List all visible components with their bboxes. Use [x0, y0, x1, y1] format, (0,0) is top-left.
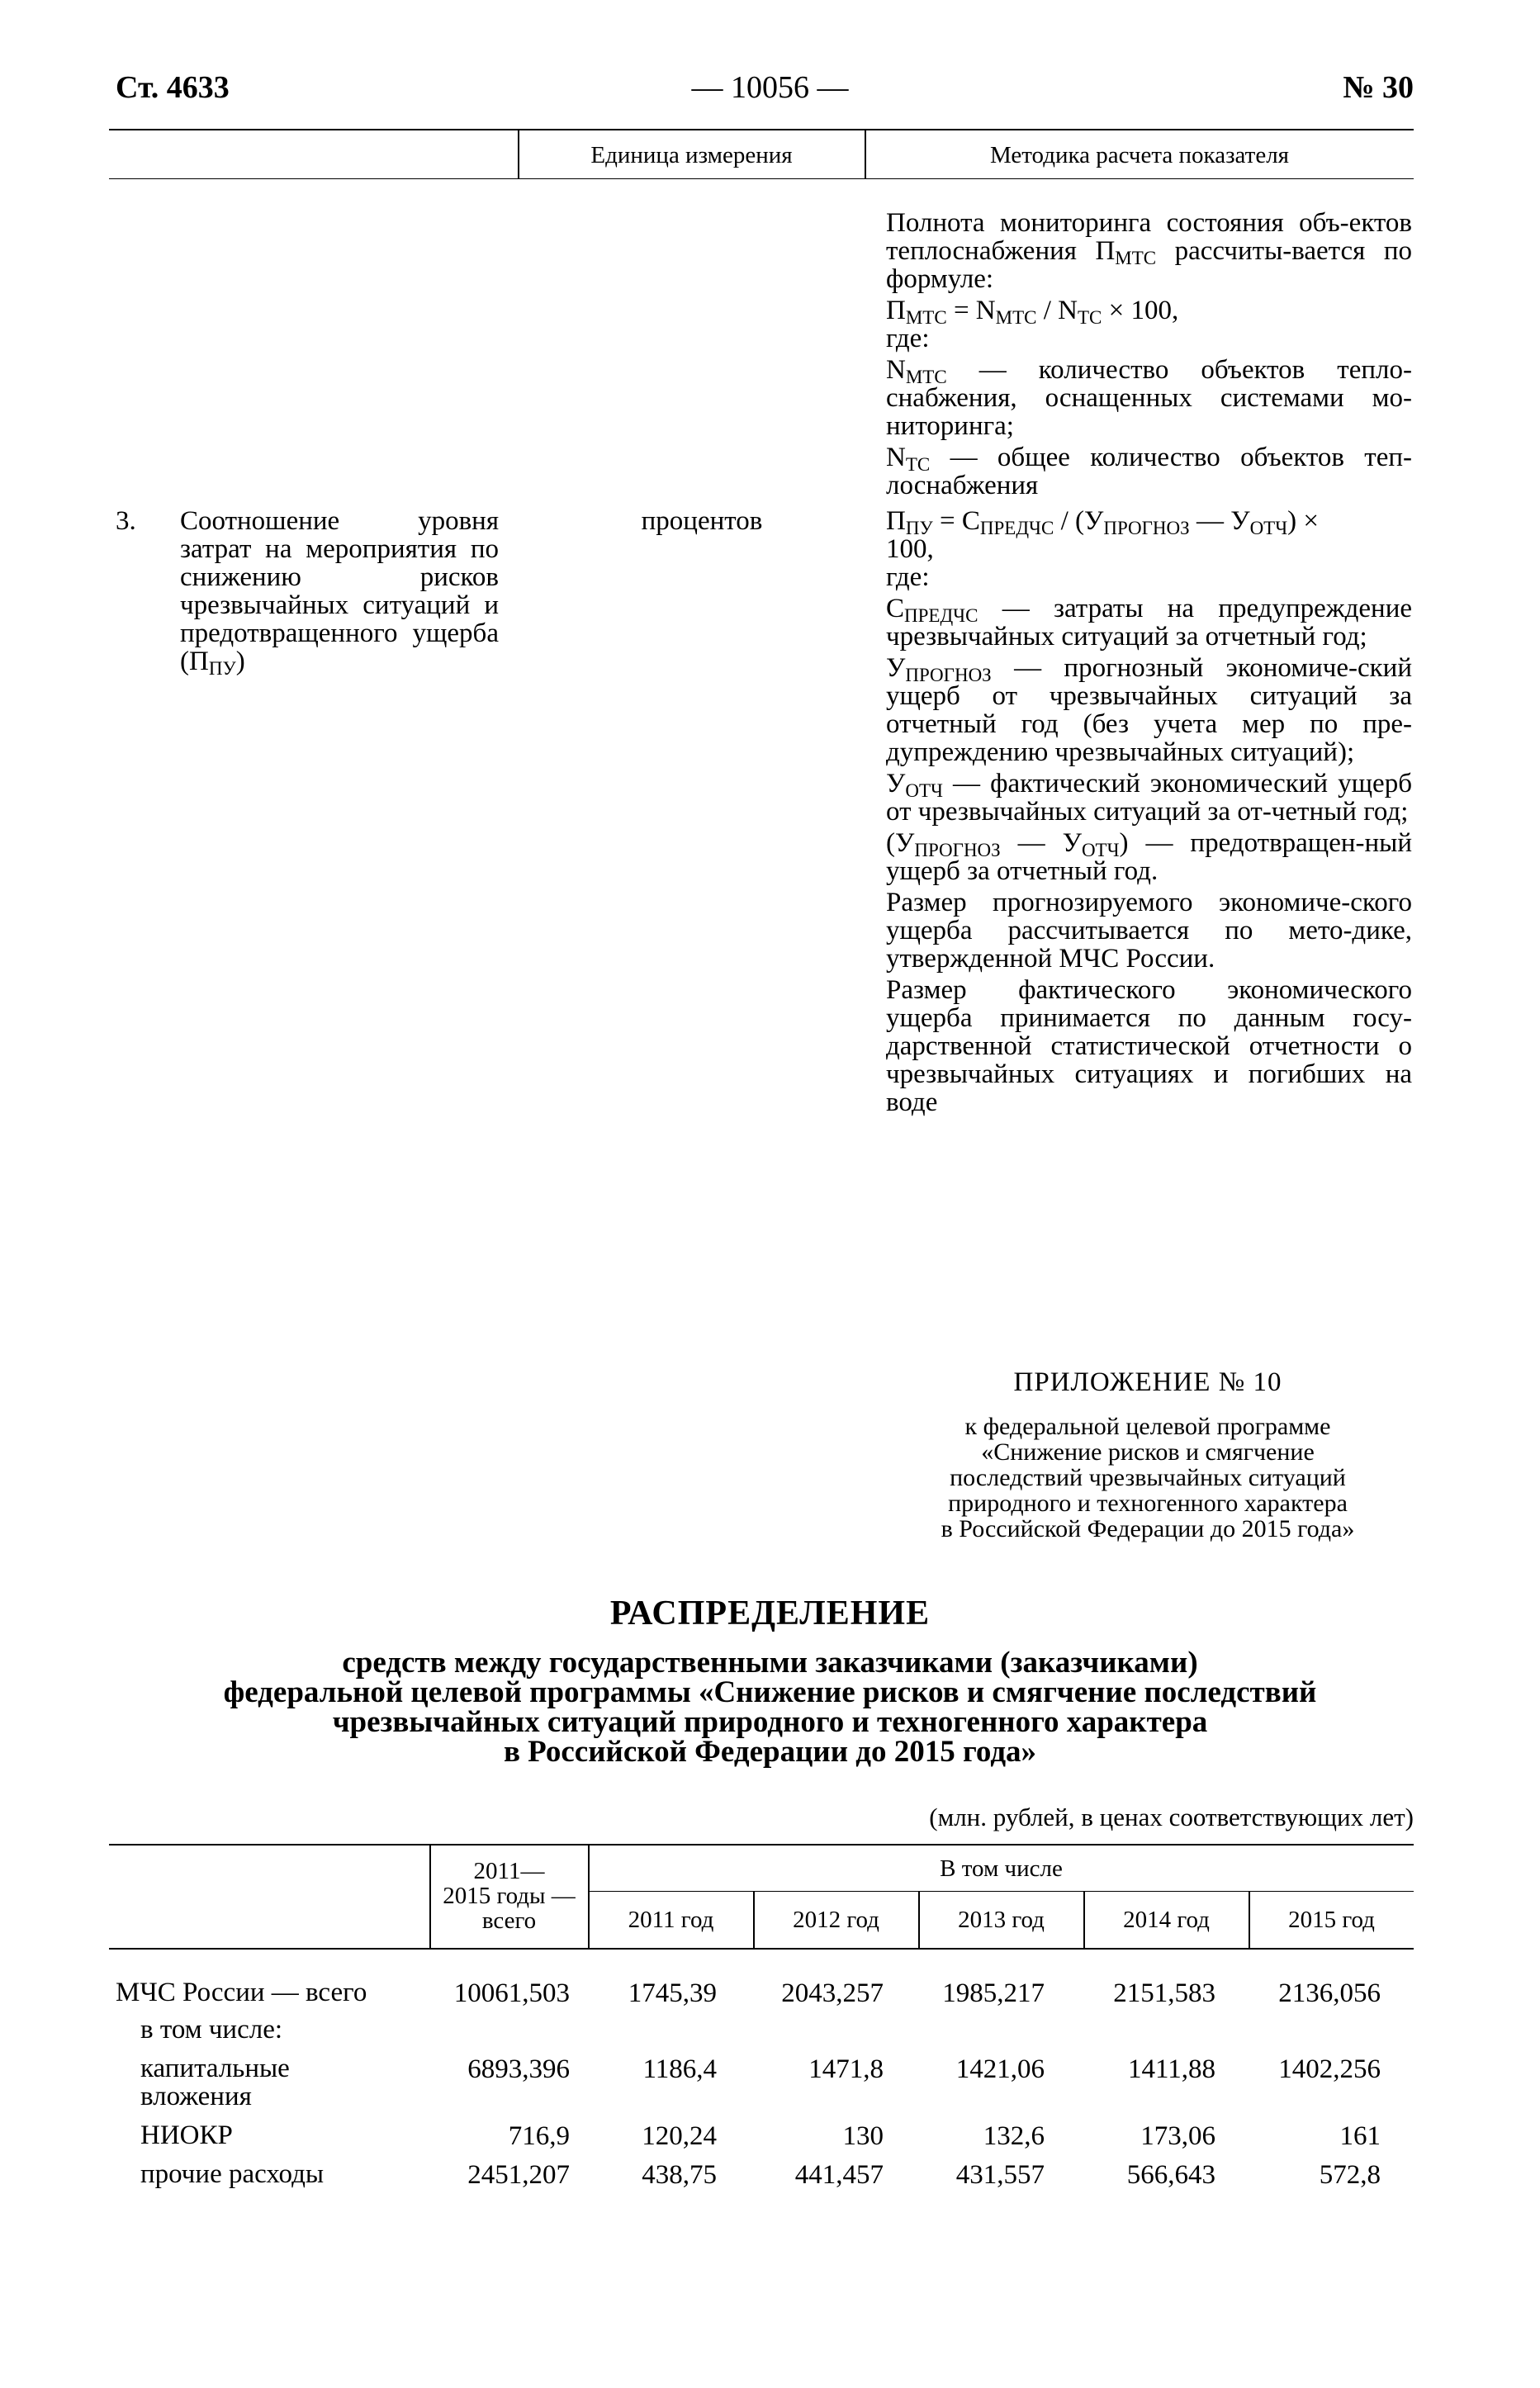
- table-cell: 2043,257: [781, 1978, 884, 2008]
- method-text: $У_{ПРОГНОЗ}$ — прогнозный экономиче-ский ущерб от чрезвычайных ситуаций за отчетный год (без учета мер по пре-дупреждению чрезвычайных ситуаций);: [886, 653, 1412, 767]
- row-label: капитальные вложения: [140, 2054, 290, 2111]
- row-label: МЧС России — всего: [116, 1978, 367, 2007]
- method-text: где:: [886, 562, 930, 592]
- table-cell: 438,75: [642, 2160, 717, 2190]
- method-text: Размер прогнозируемого экономиче-ского ущерба рассчитывается по мето-дике, утвержденной МЧС России.: [886, 888, 1412, 974]
- method-text: ($У_{ПРОГНОЗ}$ — $У_{ОТЧ}$) — предотвращен-ный ущерб за отчетный год.: [886, 828, 1412, 886]
- row-label: прочие расходы: [140, 2159, 325, 2189]
- method-text: $N_{МТС}$ — количество объектов тепло-снабжения, оснащенных системами мо-ниторинга;: [886, 355, 1412, 441]
- table-cell: 441,457: [794, 2160, 884, 2190]
- formula: $П_{ПУ} = С_{ПРЕДЧС} / (У_{ПРОГНОЗ}$ — $У_{ОТЧ}$) × 100,: [886, 506, 1320, 564]
- document-subtitle: [0, 1648, 1540, 1767]
- table-cell: 1985,217: [942, 1978, 1045, 2008]
- column-header-year: 2012 год: [793, 1907, 879, 1933]
- table-cell: 1402,256: [1278, 2054, 1381, 2084]
- table-cell: 2451,207: [467, 2160, 570, 2190]
- units-note: (млн. рублей, в ценах соответствующих лет): [929, 1803, 1414, 1831]
- method-text: Полнота мониторинга состояния объ-ектов теплоснабжения $П_{МТС}$ рассчиты-вается по формуле:: [886, 208, 1412, 294]
- column-header-year: 2015 год: [1288, 1907, 1375, 1933]
- indicator-name: Соотношение уровня затрат на мероприятия по снижению рисков чрезвычайных ситуаций и предотвращенного ущерба $(П_{ПУ})$: [180, 506, 499, 679]
- table-top-border: [109, 129, 1414, 130]
- column-header-total: 2011— 2015 годы — всего: [443, 1858, 576, 1934]
- method-text: Размер фактического экономического ущерба принимается по данным госу-дарственной статистической отчетности о чрезвычайных ситуациях и погибших на воде: [886, 975, 1412, 1117]
- appendix-title: ПРИЛОЖЕНИЕ № 10: [1013, 1367, 1282, 1397]
- table-cell: 1421,06: [955, 2054, 1045, 2084]
- column-header-unit: Единица измерения: [590, 142, 793, 168]
- column-header-method: Методика расчета показателя: [989, 142, 1290, 168]
- method-continuation: [886, 209, 1412, 500]
- document-title: РАСПРЕДЕЛЕНИЕ: [609, 1594, 931, 1632]
- column-header-year: 2011 год: [628, 1907, 714, 1933]
- table-cell: 130: [842, 2121, 884, 2151]
- row-number: 3.: [116, 506, 136, 536]
- appendix-line: природного и техногенного характера: [948, 1490, 1348, 1517]
- table-cell: 1186,4: [642, 2054, 717, 2084]
- table-cell: 10061,503: [453, 1978, 570, 2008]
- indicator-unit: процентов: [641, 506, 763, 536]
- table-cell: 1471,8: [808, 2054, 884, 2084]
- table-header-border: [109, 1948, 1414, 1950]
- column-header-year: 2013 год: [958, 1907, 1045, 1933]
- column-header-year: 2014 год: [1123, 1907, 1210, 1933]
- table-cell: 2136,056: [1278, 1978, 1381, 2008]
- formula: $П_{МТС} = N_{МТС} / N_{ТС} \times 100$,: [886, 296, 1179, 328]
- table-cell: 173,06: [1140, 2121, 1215, 2151]
- subtitle-line: в Российской Федерации до 2015 года»: [503, 1735, 1037, 1769]
- table-cell: 566,643: [1126, 2160, 1215, 2190]
- column-header-group: В том числе: [940, 1855, 1063, 1882]
- method-text: $С_{ПРЕДЧС}$ — затраты на предупреждение чрезвычайных ситуаций за отчетный год;: [886, 594, 1413, 651]
- method-text: где:: [886, 324, 930, 353]
- table-cell: 572,8: [1319, 2160, 1381, 2190]
- appendix-line: к федеральной целевой программе: [964, 1413, 1331, 1440]
- table-cell: 6893,396: [467, 2054, 570, 2084]
- appendix-subtitle: [875, 1414, 1420, 1542]
- page-section-number: Ст. 4633: [116, 70, 230, 105]
- table-cell: 1745,39: [628, 1978, 717, 2008]
- table-cell: 120,24: [642, 2121, 717, 2151]
- subtitle-line: чрезвычайных ситуаций природного и техногенного характера: [332, 1705, 1208, 1739]
- appendix-line: последствий чрезвычайных ситуаций: [950, 1464, 1346, 1491]
- page-number: — 10056 —: [691, 70, 849, 105]
- row-label: в том числе:: [140, 2015, 283, 2044]
- table-top-border: [109, 1844, 1414, 1845]
- subtitle-line: средств между государственными заказчиками (заказчиками): [342, 1646, 1198, 1680]
- issue-number: № 30: [1343, 70, 1414, 105]
- table-cell: 716,9: [508, 2121, 570, 2151]
- row-label: НИОКР: [140, 2120, 233, 2150]
- table-cell: 431,557: [955, 2160, 1045, 2190]
- method-text: $N_{ТС}$ — общее количество объектов теп-лоснабжения: [886, 443, 1412, 500]
- appendix-line: «Снижение рисков и смягчение: [981, 1438, 1315, 1466]
- method-text: $У_{ОТЧ}$ — фактический экономический ущерб от чрезвычайных ситуаций за от-четный год;: [886, 769, 1412, 827]
- table-group-border: [588, 1891, 1414, 1892]
- table-cell: 1411,88: [1127, 2054, 1215, 2084]
- table-cell: 132,6: [983, 2121, 1045, 2151]
- table-cell: 2151,583: [1113, 1978, 1215, 2008]
- table-cell: 161: [1339, 2121, 1381, 2151]
- table-header-border: [109, 178, 1414, 179]
- appendix-line: в Российской Федерации до 2015 года»: [941, 1515, 1355, 1542]
- method-row3: [886, 507, 1412, 1116]
- subtitle-line: федеральной целевой программы «Снижение рисков и смягчение последствий: [223, 1675, 1317, 1709]
